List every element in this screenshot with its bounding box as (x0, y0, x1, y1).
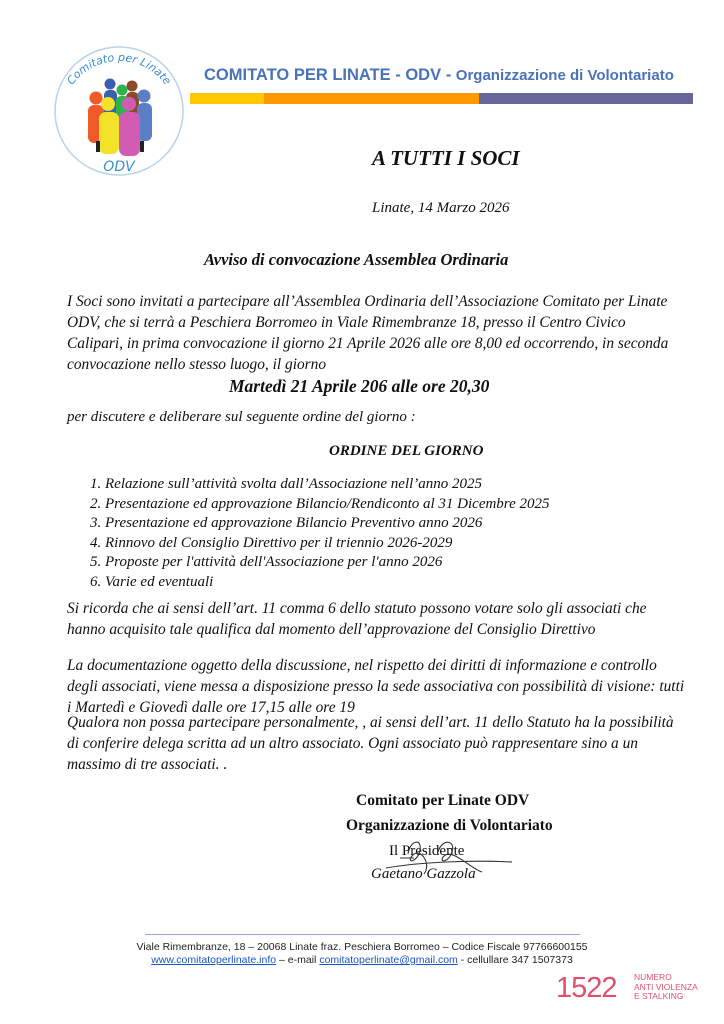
documentation-paragraph (67, 655, 687, 718)
proxy-paragraph (67, 712, 687, 775)
footer-divider (145, 934, 580, 935)
signature-org-type: Organizzazione di Volontariato (346, 817, 553, 834)
proxy-line: Qualora non possa partecipare personalmente, , ai sensi dell’art. 11 dello Statuto ha la possibilità (67, 714, 674, 731)
place-date: Linate, 14 Marzo 2026 (372, 200, 510, 216)
helpline-number: 1522 (556, 972, 617, 1004)
footer-contacts (0, 954, 724, 966)
agenda-item: 3. Presentazione ed approvazione Bilancio Preventivo anno 2026 (90, 515, 483, 531)
documentation-line: La documentazione oggetto della discussione, nel rispetto dei diritti di informazione e controllo (67, 657, 657, 674)
header-bar-yellow (190, 93, 264, 104)
helpline-text (634, 973, 698, 1002)
proxy-line: di conferire delega scritta ad un altro associato. Ogni associato può rappresentare sino a un (67, 735, 638, 752)
helpline-text-line: ANTI VIOLENZA (634, 981, 698, 992)
logo-odv-text: ODV (103, 159, 135, 175)
documentation-line: degli associati, viene messa a disposizione presso la sede associativa con possibilità di visione: tutti (67, 678, 685, 695)
phone-text: - cellullare 347 1507373 (457, 954, 573, 966)
header-bar-orange (264, 93, 479, 104)
intro-paragraph (67, 291, 687, 375)
intro-line: I Soci sono invitati a partecipare all’Assemblea Ordinaria dell’Associazione Comitato per Linate (67, 293, 668, 310)
signature-org-name: Comitato per Linate ODV (356, 792, 530, 809)
logo-ring-text: Comitato per Linate (64, 50, 174, 88)
voting-note-paragraph (67, 598, 687, 640)
header-title (204, 66, 674, 85)
intro-line: Calipari, in prima convocazione il giorno 21 Aprile 2026 alle ore 8,00 ed occorrendo, in seconda (67, 335, 669, 352)
signature-name: Gaetano Gazzola (371, 866, 476, 882)
association-logo (52, 44, 186, 178)
agenda-list (90, 475, 550, 592)
signature-role: Il Presidente (389, 843, 465, 859)
intro-line: ODV, che si terrà a Peschiera Borromeo in Viale Rimembranze 18, presso il Centro Civico (67, 314, 626, 331)
website-link[interactable]: www.comitatoperlinate.info (151, 954, 277, 966)
discuss-line: per discutere e deliberare sul seguente ordine del giorno : (67, 409, 416, 425)
voting-note-line: hanno acquisito tale qualifica dal momento dell’approvazione del Consiglio Direttivo (67, 621, 596, 638)
agenda-item: 6. Varie ed eventuali (90, 573, 214, 590)
agenda-title: ORDINE DEL GIORNO (329, 443, 484, 459)
header-title-sub: Organizzazione di Volontariato (455, 67, 674, 84)
email-link[interactable]: comitatoperlinate@gmail.com (319, 954, 458, 966)
email-label: – e-mail (276, 954, 320, 966)
helpline-text-line: E STALKING (634, 991, 684, 1001)
header-bar-purple (479, 93, 693, 104)
footer-address: Viale Rimembranze, 18 – 20068 Linate fraz. Peschiera Borromeo – Codice Fiscale 97766600155 (136, 941, 588, 953)
agenda-item: 1. Relazione sull’attività svolta dall’Associazione nell’anno 2025 (90, 476, 483, 492)
helpline-text-line: NUMERO (634, 972, 672, 982)
proxy-line: massimo di tre associati. . (67, 756, 228, 773)
header-title-main: COMITATO PER LINATE - ODV - (204, 66, 456, 84)
intro-line: convocazione nello stesso luogo, il giorno (67, 356, 327, 373)
documentation-line: i Martedì e Giovedì dalle ore 17,15 alle ore 19 (67, 699, 355, 716)
voting-note-line: Si ricorda che ai sensi dell’art. 11 comma 6 dello statuto possono votare solo gli associati che (67, 600, 647, 617)
meeting-date: Martedì 21 Aprile 206 alle ore 20,30 (229, 376, 490, 396)
agenda-item: 4. Rinnovo del Consiglio Direttivo per il triennio 2026-2029 (90, 534, 453, 551)
agenda-item: 5. Proposte per l'attività dell'Associazione per l'anno 2026 (90, 554, 443, 570)
recipient-heading: A TUTTI I SOCI (372, 146, 520, 170)
subject-heading: Avviso di convocazione Assemblea Ordinaria (204, 250, 509, 269)
agenda-item: 2. Presentazione ed approvazione Bilancio/Rendiconto al 31 Dicembre 2025 (90, 495, 550, 512)
